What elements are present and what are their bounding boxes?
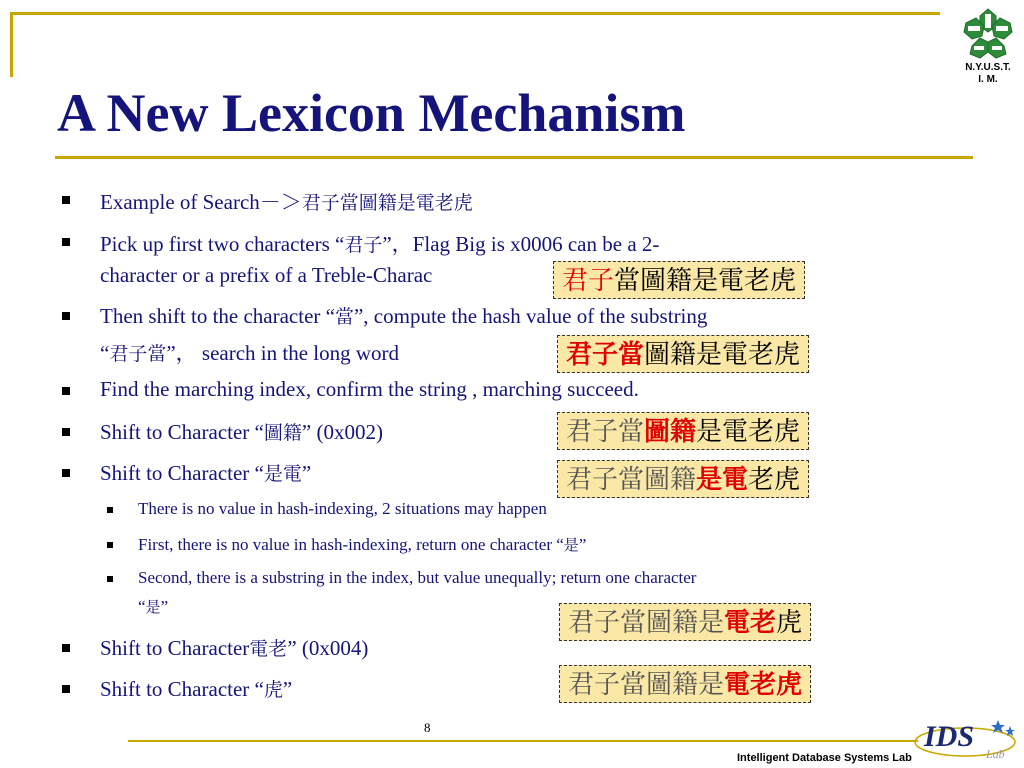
- bullet-shift-dang-line2: “君子當”， search in the long word: [100, 341, 400, 365]
- nyust-logo-icon: [958, 6, 1018, 62]
- highlight-box-2: 君子當圖籍是電老虎: [557, 335, 809, 373]
- left-vertical-rule: [10, 12, 13, 77]
- highlight-box-1: 君子當圖籍是電老虎: [553, 261, 805, 299]
- title-underline-rule: [55, 156, 973, 159]
- top-horizontal-rule: [10, 12, 940, 15]
- ids-lab-logo-icon: [910, 712, 1020, 764]
- bullet-shift-shidian: Shift to Character “是電”: [100, 461, 312, 485]
- logo-caption-line1: N.Y.U.S.T.: [965, 62, 1011, 73]
- bullet-marker: [62, 428, 70, 436]
- bullet-shift-dianlao: Shift to Character電老” (0x004): [100, 636, 369, 660]
- bullet-example-search: Example of Search－＞君子當圖籍是電老虎: [100, 190, 473, 214]
- bullet-marker: [62, 196, 70, 204]
- sub-bullet-second-line1: Second, there is a substring in the index, but value unequally; return one character: [138, 568, 697, 587]
- sub-bullet-no-value: There is no value in hash-indexing, 2 situations may happen: [138, 499, 547, 518]
- bullet-marker: [62, 312, 70, 320]
- bullet-find-index: Find the marching index, confirm the string , marching succeed.: [100, 377, 639, 401]
- bullet-shift-hu: Shift to Character “虎”: [100, 677, 293, 701]
- sub-bullet-second-line2: “是”: [138, 597, 169, 616]
- sub-bullet-marker: [107, 542, 113, 548]
- footer-rule: [128, 740, 918, 742]
- highlight-box-5: 君子當圖籍是電老虎: [559, 603, 811, 641]
- bullet-shift-dang-line1: Then shift to the character “當”, compute the hash value of the substring: [100, 304, 708, 328]
- sub-bullet-marker: [107, 507, 113, 513]
- bullet-marker: [62, 238, 70, 246]
- sub-bullet-marker: [107, 576, 113, 582]
- page-number: 8: [424, 720, 431, 735]
- bullet-marker: [62, 644, 70, 652]
- ids-logo-sub: Lab: [986, 747, 1005, 761]
- bullet-marker: [62, 469, 70, 477]
- highlight-box-3: 君子當圖籍是電老虎: [557, 412, 809, 450]
- bullet-marker: [62, 685, 70, 693]
- logo-caption-line2: I. M.: [978, 74, 998, 85]
- footer-lab-name: Intelligent Database Systems Lab: [737, 752, 912, 764]
- highlight-box-6: 君子當圖籍是電老虎: [559, 665, 811, 703]
- bullet-marker: [62, 387, 70, 395]
- slide-title: A New Lexicon Mechanism: [57, 83, 686, 143]
- sub-bullet-first: First, there is no value in hash-indexing, return one character “是”: [138, 535, 587, 554]
- ids-logo-text: IDS: [924, 720, 975, 753]
- highlight-box-4: 君子當圖籍是電老虎: [557, 460, 809, 498]
- bullet-pick-up-line1: Pick up first two characters “君子”，Flag Big is x0006 can be a 2-: [100, 232, 660, 256]
- bullet-pick-up-line2: character or a prefix of a Treble-Charac: [100, 263, 433, 287]
- bullet-shift-tuji: Shift to Character “圖籍” (0x002): [100, 420, 383, 444]
